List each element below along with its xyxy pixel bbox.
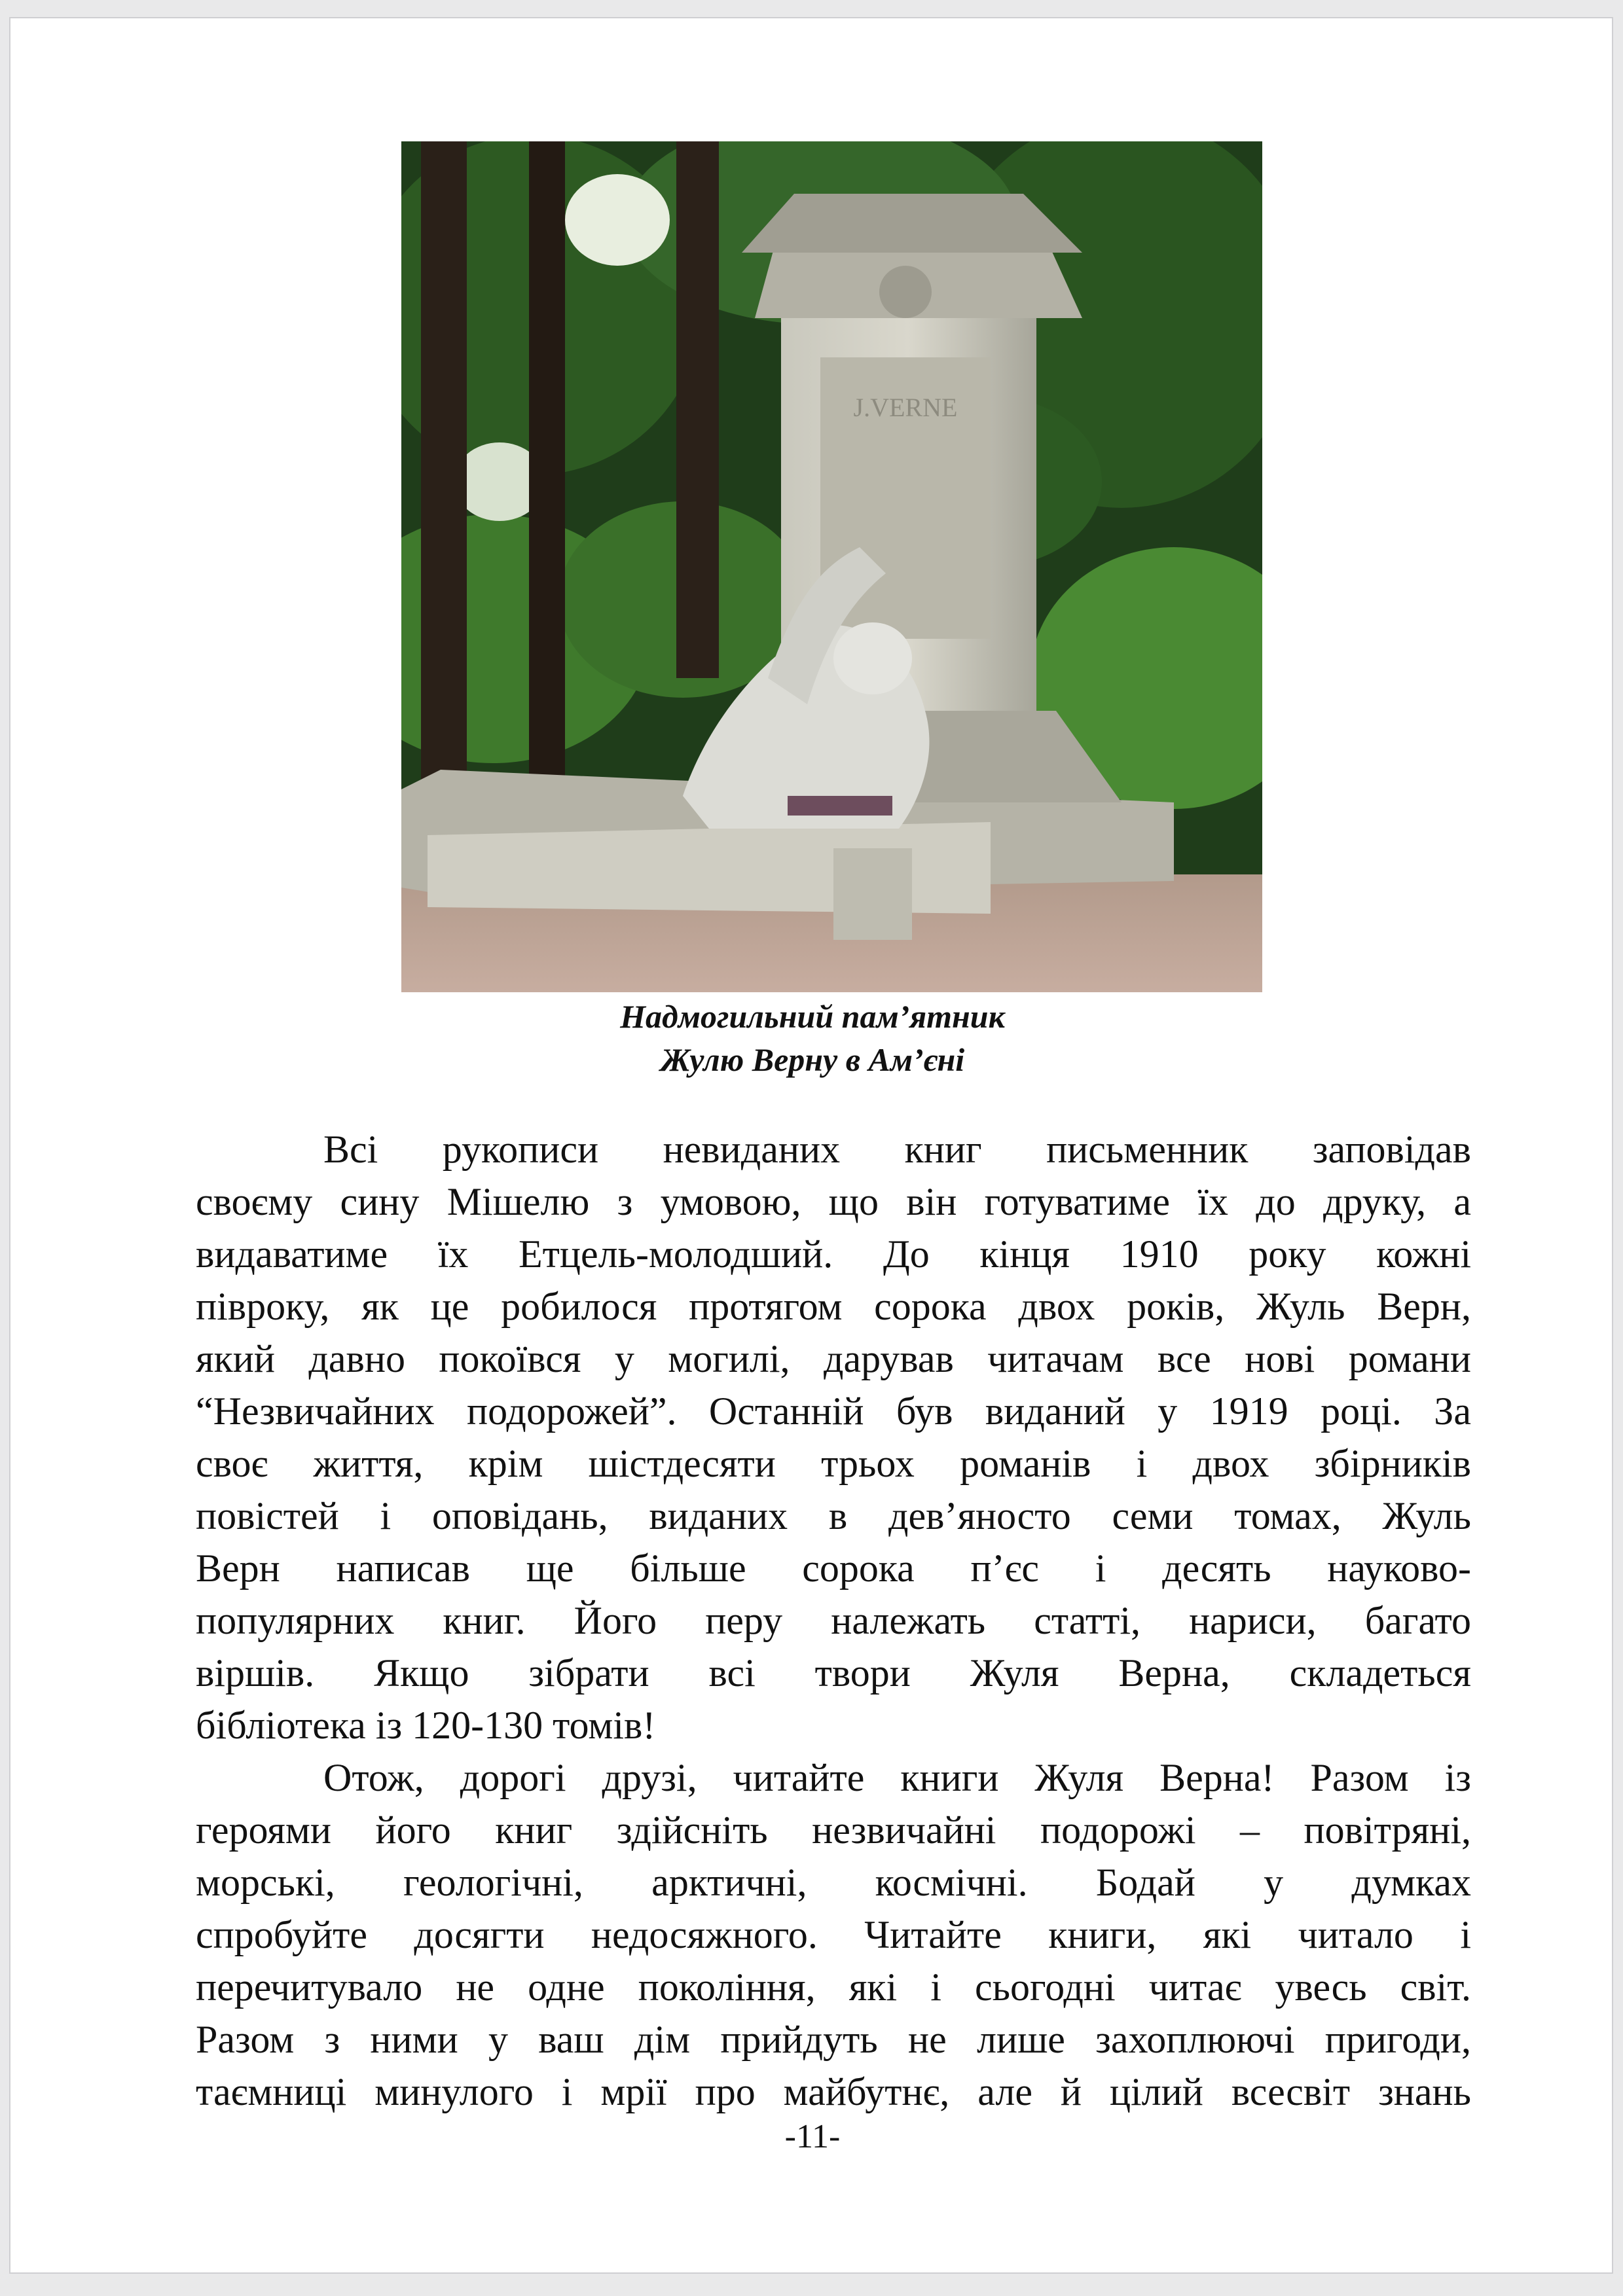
- text-line: своєму сину Мішелю з умовою, що він готуватиме їх до друку, а: [196, 1180, 1471, 1223]
- text-line: півроку, як це робилося протягом сорока двох років, Жуль Верн,: [196, 1285, 1471, 1328]
- text-line: бібліотека із 120-130 томів!: [196, 1704, 656, 1747]
- text-line: спробуйте досягти недосяжного. Читайте книги, які читало і: [196, 1913, 1471, 1956]
- text-line: своє життя, крім шістдесяти трьох романів і двох збірників: [196, 1442, 1471, 1485]
- paragraph-2: [196, 1751, 1471, 2118]
- text-line: видаватиме їх Етцель-молодший. До кінця 1910 року кожні: [196, 1232, 1471, 1276]
- text-line: Разом з ними у ваш дім прийдуть не лише захоплюючі пригоди,: [196, 2018, 1471, 2061]
- text-line: “Незвичайних подорожей”. Останній був виданий у 1919 році. За: [196, 1390, 1471, 1433]
- text-line: Верн написав ще більше сорока п’єс і десять науково-: [196, 1547, 1471, 1590]
- viewer-bottom-strip: [0, 2274, 1623, 2296]
- text-line: віршів. Якщо зібрати всі твори Жуля Верна, складеться: [196, 1651, 1471, 1695]
- text-line: популярних книг. Його перу належать статті, нариси, багато: [196, 1599, 1471, 1642]
- text-line: перечитувало не одне покоління, які і сьогодні читає увесь світ.: [196, 1965, 1471, 2009]
- text-line: який давно покоївся у могилі, дарував читачам все нові романи: [196, 1337, 1471, 1380]
- monument-inscription: J.VERNE: [853, 393, 958, 422]
- text-line: повістей і оповідань, виданих в дев’яносто семи томах, Жуль: [196, 1494, 1471, 1537]
- document-page: [9, 17, 1613, 2274]
- text-line: морські, геологічні, арктичні, космічні. Бодай у думках: [196, 1861, 1471, 1904]
- caption-line: Надмогильний пам’ятник: [620, 998, 1005, 1035]
- paragraph-1: [196, 1123, 1471, 1751]
- body-text: [196, 1123, 1471, 2118]
- page-number: -11-: [784, 2118, 841, 2155]
- monument-photo-illustration: [401, 141, 1262, 992]
- text-line: героями його книг здійсніть незвичайні подорожі – повітряні,: [196, 1808, 1471, 1852]
- monument-photo: [401, 141, 1262, 992]
- text-line: Всі рукописи невиданих книг письменник заповідав: [323, 1128, 1471, 1171]
- text-line: Отож, дорогі друзі, читайте книги Жуля Верна! Разом із: [323, 1756, 1471, 1799]
- caption-line: Жулю Верну в Ам’єні: [660, 1041, 965, 1078]
- text-line: таємниці минулого і мрії про майбутнє, але й цілий всесвіт знань: [196, 2070, 1471, 2113]
- photo-caption: [10, 995, 1614, 1081]
